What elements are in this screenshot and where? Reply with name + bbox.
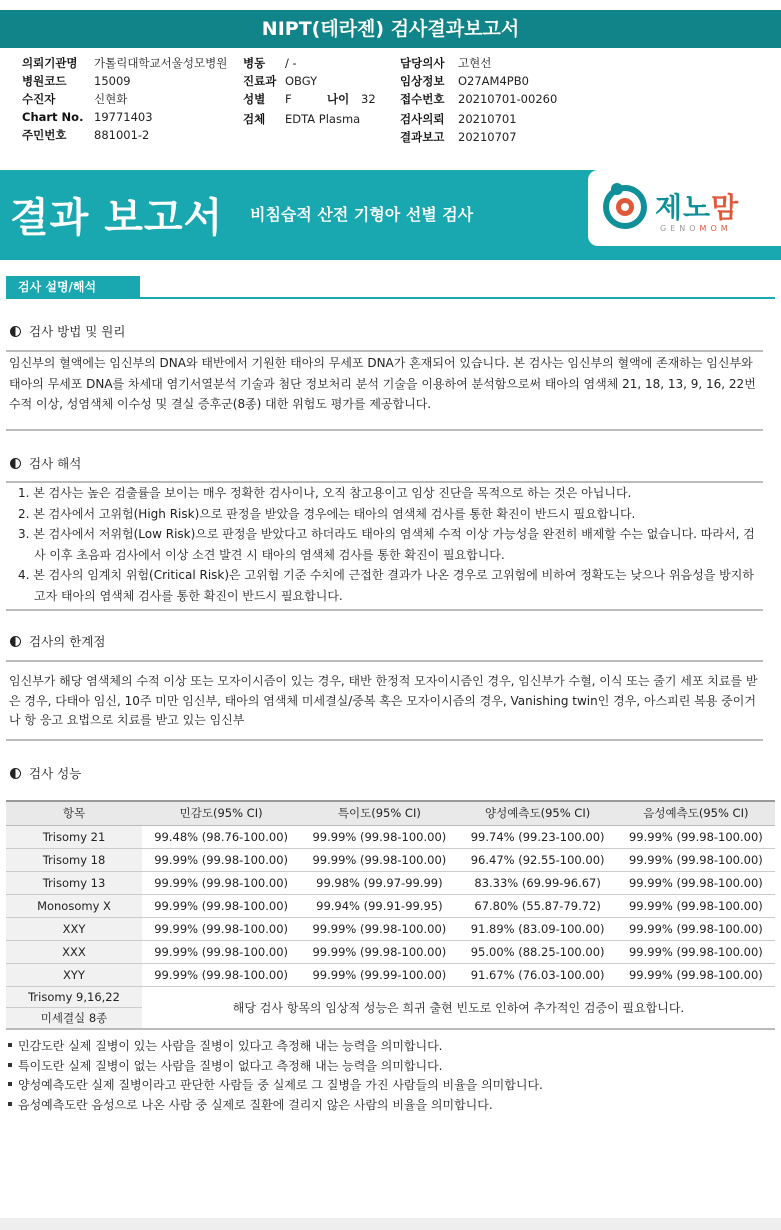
table-cell: XXX (6, 940, 142, 963)
table-header-row (6, 801, 775, 825)
info-row-report-date (400, 128, 557, 146)
column-header: 민감도(95% CI) (142, 801, 300, 825)
info-value: EDTA Plasma (285, 112, 361, 126)
table-cell: 99.99% (99.98-100.00) (300, 917, 458, 940)
info-value: 32 (361, 92, 376, 106)
bullet-icon (8, 1043, 12, 1047)
info-row-ward (243, 54, 376, 72)
list-item: 4. 본 검사의 임계치 위험(Critical Risk)은 고위험 기준 수치에 근접한 결과가 나온 경우로 고위험에 비하여 정확도는 낮으나 위음성을 방지하고자 태아의 염색체 검사를 통한 확진이 반드시 필요합니다. (18, 568, 754, 603)
half-circle-icon (10, 326, 21, 337)
table-cell: 99.99% (99.98-100.00) (617, 894, 775, 917)
table-cell: Trisomy 21 (6, 825, 142, 848)
footnotes (6, 1037, 543, 1115)
table-cell: 99.99% (99.98-100.00) (617, 917, 775, 940)
bullet-icon (8, 1102, 12, 1106)
banner-title: 결과 보고서 (10, 195, 224, 241)
table-cell: 99.99% (99.98-100.00) (142, 848, 300, 871)
list-item: 3. 본 검사에서 저위험(Low Risk)으로 판정을 받았다고 하더라도 태아의 염색체 수적 이상 가능성을 완전히 배제할 수는 없습니다. 따라서, 검사 이후 초음파 검사에서 이상 소견 발견 시 태아의 염색체 검사를 통한 확진이 필요합니다. (18, 527, 755, 562)
table-cell: 99.99% (99.98-100.00) (300, 848, 458, 871)
list-item: 1. 본 검사는 높은 검출률을 보이는 매우 정확한 검사이나, 오직 참고용이고 임상 진단을 목적으로 하는 것은 아닙니다. (18, 486, 632, 500)
table-cell: 99.99% (99.98-100.00) (142, 940, 300, 963)
logo-sub-a: GENO (660, 224, 700, 233)
info-label: 담당의사 (400, 56, 445, 70)
info-value: 신현화 (94, 92, 128, 106)
footnote-item (6, 1076, 543, 1096)
info-label: 나이 (327, 92, 350, 106)
info-label: 주민번호 (22, 128, 67, 142)
logo-accent: 맘 (711, 191, 740, 224)
genomom-logo-icon (600, 180, 650, 230)
table-cell: 99.99% (99.98-100.00) (617, 963, 775, 986)
logo-sub-b: MOM (699, 224, 732, 233)
bullet-icon (8, 1063, 12, 1067)
table-cell: 99.99% (99.98-100.00) (142, 894, 300, 917)
info-value: 20210707 (458, 130, 517, 144)
info-value: 고현선 (458, 56, 492, 70)
table-cell: 91.67% (76.03-100.00) (459, 963, 617, 986)
bullet-icon (8, 1082, 12, 1086)
info-label: 접수번호 (400, 92, 445, 106)
patient-info-col2 (243, 54, 376, 128)
info-row-resident-no (22, 126, 227, 144)
table-row (6, 825, 775, 848)
table-cell: 91.89% (83.09-100.00) (459, 917, 617, 940)
method-paragraph: 임신부의 혈액에는 임신부의 DNA와 태반에서 기원한 태아의 무세포 DNA가 혼재되어 있습니다. 본 검사는 임신부의 혈액에 존재하는 임신부와 태아의 무세포 DNA를 차세대 염기서열분석 기술과 첨단 정보처리 분석 기술을 이용하여 분석함으로써 태아의 염색체 21, 18, 13, 9, 16, 22번 수적 이상, 성염색체 이수성 및 결실 증후군(8종) 대한 위험도 평가를 제공합니다. (6, 350, 763, 431)
table-cell: 99.74% (99.23-100.00) (459, 825, 617, 848)
patient-info-col1 (22, 54, 227, 144)
info-value: / - (285, 56, 297, 70)
info-label: 병동 (243, 56, 266, 70)
report-title: NIPT(테라젠) 검사결과보고서 (0, 10, 781, 48)
limits-heading-text: 검사의 한계점 (29, 634, 106, 649)
table-cell: 99.98% (99.97-99.99) (300, 871, 458, 894)
table-row (6, 963, 775, 986)
info-row-receipt-no (400, 90, 557, 108)
info-label: 의뢰기관명 (22, 56, 78, 70)
half-circle-icon (10, 458, 21, 469)
info-value: F (285, 92, 292, 106)
section-tab: 검사 설명/해석 (6, 276, 140, 298)
table-cell: 99.94% (99.91-99.95) (300, 894, 458, 917)
info-row-sex (243, 90, 376, 108)
table-cell: 99.99% (99.98-100.00) (617, 871, 775, 894)
info-label: 성별 (243, 92, 266, 106)
table-cell: 83.33% (69.99-96.67) (459, 871, 617, 894)
info-label: Chart No. (22, 110, 84, 124)
footnote-item (6, 1037, 543, 1057)
table-cell: 99.99% (99.98-100.00) (142, 963, 300, 986)
performance-heading-text: 검사 성능 (29, 766, 82, 781)
section-divider (6, 297, 775, 299)
info-row-clinical-info (400, 72, 557, 90)
patient-info-col3 (400, 54, 557, 146)
table-row (6, 848, 775, 871)
footnote-text: 양성예측도란 실제 질병이라고 판단한 사람들 중 실제로 그 질병을 가진 사람들의 비율을 의미합니다. (18, 1078, 543, 1092)
table-row (6, 871, 775, 894)
info-label: 검체 (243, 112, 266, 126)
column-header: 양성예측도(95% CI) (459, 801, 617, 825)
info-value: 15009 (94, 74, 131, 88)
column-header: 음성예측도(95% CI) (617, 801, 775, 825)
logo-main: 제노 (655, 191, 712, 224)
info-row-patient (22, 90, 227, 108)
interpretation-heading (10, 454, 81, 472)
interpretation-list (6, 481, 763, 611)
info-value: 20210701 (458, 112, 517, 126)
limits-heading (10, 632, 105, 650)
info-label: 임상정보 (400, 74, 445, 88)
table-cell: 95.00% (88.25-100.00) (459, 940, 617, 963)
table-cell: XYY (6, 963, 142, 986)
info-value: 20210701-00260 (458, 92, 558, 106)
table-row (6, 894, 775, 917)
table-cell: 99.99% (99.99-100.00) (300, 963, 458, 986)
info-value: 881001-2 (94, 128, 150, 142)
performance-table (6, 800, 775, 1030)
page-bottom-bar (0, 1218, 781, 1230)
table-note-cell: 해당 검사 항목의 임상적 성능은 희귀 출현 빈도로 인하여 추가적인 검증이 필요합니다. (142, 986, 775, 1029)
limits-paragraph: 임신부가 해당 염색체의 수적 이상 또는 모자이시즘이 있는 경우, 태반 한정적 모자이시즘인 경우, 임신부가 수혈, 이식 또는 줄기 세포 치료를 받은 경우, 다태아 임신, 10주 미만 임신부, 태아의 염색체 미세결실/중복 혹은 모자이시즘의 경우, Vanishing twin인 경우, 아스피린 복용 중이거나 항 응고 요법으로 치료를 받고 있는 임신부 (6, 660, 763, 741)
info-value: 19771403 (94, 110, 153, 124)
method-heading (10, 322, 125, 340)
info-row-hospital-code (22, 72, 227, 90)
info-label: 결과보고 (400, 130, 445, 144)
info-row-institution (22, 54, 227, 72)
footnote-item (6, 1096, 543, 1116)
info-value: OBGY (285, 74, 318, 88)
table-cell: 99.99% (99.98-100.00) (300, 825, 458, 848)
table-cell: 99.99% (99.98-100.00) (300, 940, 458, 963)
table-cell: 99.99% (99.98-100.00) (142, 917, 300, 940)
footnote-item (6, 1057, 543, 1077)
info-label: 검사의뢰 (400, 112, 445, 126)
table-cell: 99.99% (99.98-100.00) (142, 871, 300, 894)
info-label: 진료과 (243, 74, 277, 88)
method-heading-text: 검사 방법 및 원리 (29, 324, 126, 339)
table-cell: XXY (6, 917, 142, 940)
table-cell: Trisomy 18 (6, 848, 142, 871)
note-item-microdeletion: 미세결실 8종 (40, 1010, 108, 1025)
logo-wordmark (655, 186, 739, 226)
table-row (6, 917, 775, 940)
info-value: O27AM4PB0 (458, 74, 529, 88)
info-row-department (243, 72, 376, 90)
table-cell: 99.99% (99.98-100.00) (617, 848, 775, 871)
table-cell: 96.47% (92.55-100.00) (459, 848, 617, 871)
info-row-specimen (243, 110, 376, 128)
table-cell: 99.48% (98.76-100.00) (142, 825, 300, 848)
banner-subtitle: 비침습적 산전 기형아 선별 검사 (250, 205, 474, 224)
info-label: 병원코드 (22, 74, 67, 88)
column-header: 항목 (6, 801, 142, 825)
info-value: 가톨릭대학교서울성모병원 (94, 56, 228, 70)
footnote-text: 민감도란 실제 질병이 있는 사람을 질병이 있다고 측정해 내는 능력을 의미합니다. (18, 1039, 443, 1053)
table-cell: Trisomy 13 (6, 871, 142, 894)
list-item: 2. 본 검사에서 고위험(High Risk)으로 판정을 받았을 경우에는 태아의 염색체 검사를 통한 확진이 반드시 필요합니다. (18, 506, 636, 521)
performance-heading (10, 764, 81, 782)
info-row-request-date (400, 110, 557, 128)
half-circle-icon (10, 636, 21, 647)
interpretation-heading-text: 검사 해석 (29, 456, 82, 471)
info-label: 수진자 (22, 92, 56, 106)
table-cell-multi (6, 986, 142, 1029)
column-header: 특이도(95% CI) (300, 801, 458, 825)
logo-subtext (660, 224, 732, 233)
footnote-text: 특이도란 실제 질병이 없는 사람을 질병이 없다고 측정해 내는 능력을 의미합니다. (18, 1058, 443, 1073)
table-cell: 67.80% (55.87-79.72) (459, 894, 617, 917)
info-row-chart-no (22, 108, 227, 126)
table-cell: 99.99% (99.98-100.00) (617, 825, 775, 848)
table-cell: Monosomy X (6, 894, 142, 917)
half-circle-icon (10, 768, 21, 779)
info-row-doctor (400, 54, 557, 72)
table-note-row (6, 986, 775, 1029)
note-item-trisomy: Trisomy 9,16,22 (6, 987, 142, 1008)
footnote-text: 음성예측도란 음성으로 나온 사람 중 실제로 질환에 걸리지 않은 사람의 비율을 의미합니다. (18, 1097, 493, 1112)
table-row (6, 940, 775, 963)
table-cell: 99.99% (99.98-100.00) (617, 940, 775, 963)
